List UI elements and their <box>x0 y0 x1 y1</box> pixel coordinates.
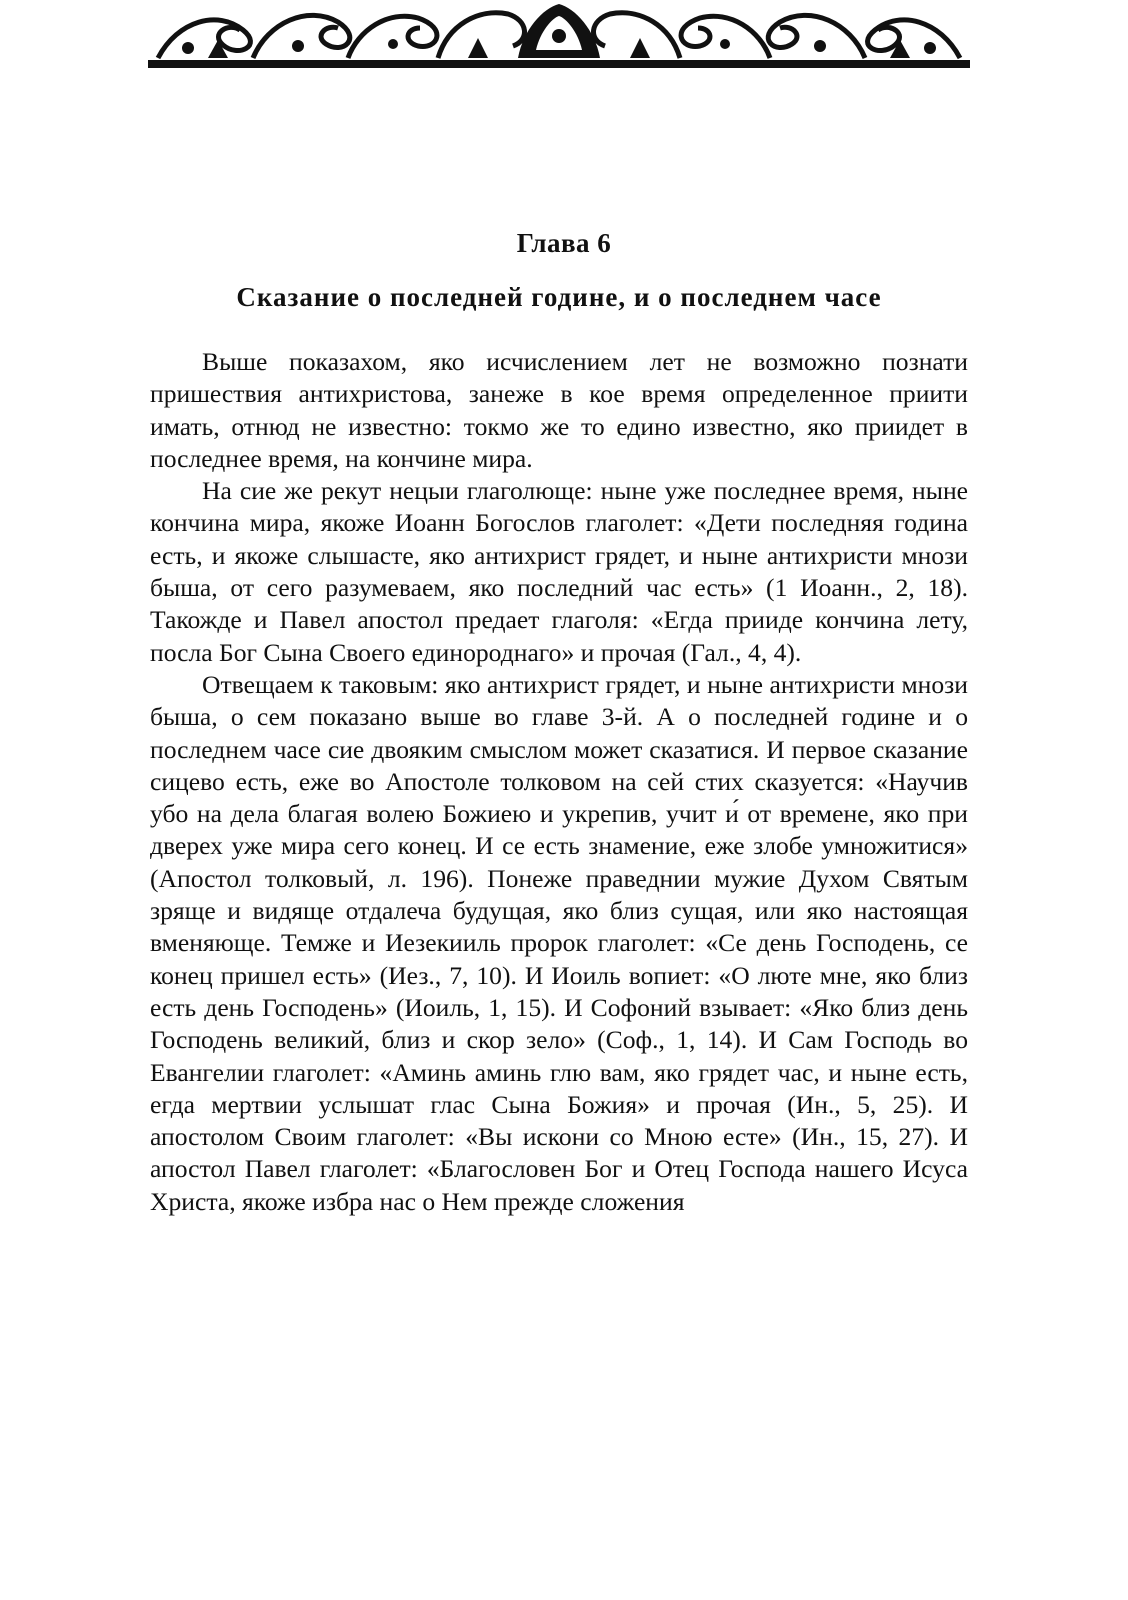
paragraph-2: На сие же рекут нецыи глаголюще: ныне уже последнее время, ныне кончина мира, якоже Иоанн Богослов глаголет: «Дети последняя година есть, и якоже слышасте, яко антихрист грядет, и ныне антихристи мнози быша, от сего разумеваем, яко последний час есть» (1 Иоанн., 2, 18). Такожде и Павел апостол предает глаголя: «Егда прииде кончина лету, посла Бог Сына Своего единороднаго» и прочая (Гал., 4, 4). <box>150 476 968 667</box>
chapter-number: Глава 6 <box>516 228 612 258</box>
chapter-body <box>150 346 968 1218</box>
chapter-title: Сказание о последней године, и о последнем часе <box>236 282 882 312</box>
decorative-header-ornament <box>148 0 970 72</box>
paragraph-3: Отвещаем к таковым: яко антихрист грядет, и ныне антихристи мнози быша, о сем показано выше во главе 3-й. А о последней године и о последнем часе сие двояким смыслом может сказатися. И первое сказание сицево есть, еже во Апостоле толковом на сей стих сказуется: «Научив убо на дела благая волею Божиею и укрепив, учит и́ от времене, яко при дверех уже мира сего конец. И се есть знамение, еже злобе умножитися» (Апостол толковый, л. 196). Понеже праведнии мужие Духом Святым зряще и видяще отдалеча будущая, яко близ сущая, или яко настоящая вменяюще. Темже и Иезекииль пророк глаголет: «Се день Господень, се конец пришел есть» (Иез., 7, 10). И Иоиль вопиет: «О люте мне, яко близ есть день Господень» (Иоиль, 1, 15). И Софоний взывает: «Яко близ день Господень великий, близ и скор зело» (Соф., 1, 14). И Сам Господь во Евангелии глаголет: «Аминь аминь глю вам, яко грядет час, и ныне есть, егда мертвии услышат глас Сына Божия» и прочая (Ин., 5, 25). И апостолом Своим глаголет: «Вы искони со Мною есте» (Ин., 15, 27). И апостол Павел глаголет: «Благословен Бог и Отец Господа нашего Исуса Христа, якоже избра нас о Нем прежде сложения <box>150 669 968 1216</box>
paragraph-1: Выше показахом, яко исчислением лет не возможно познати пришествия антихристова, занеже в кое время определенное приити имать, отнюд не известно: токмо же то едино известно, яко приидет в последнее время, на кончине мира. <box>150 347 968 473</box>
